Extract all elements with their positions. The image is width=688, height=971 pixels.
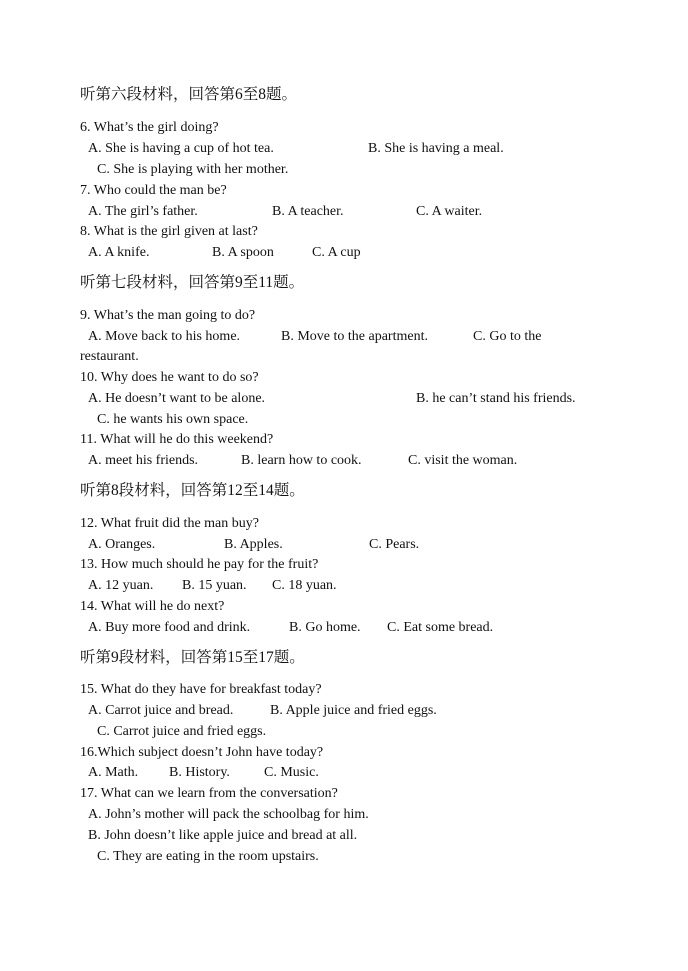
question-6: 6. What’s the girl doing? — [80, 120, 219, 135]
question-15: 15. What do they have for breakfast today? — [80, 682, 322, 697]
question-10: 10. Why does he want to do so? — [80, 370, 259, 385]
q12-option-c: C. Pears. — [369, 537, 420, 552]
q16-option-a: A. Math. — [88, 765, 139, 780]
q15-option-a: A. Carrot juice and bread. — [88, 703, 234, 718]
q11-option-c: C. visit the woman. — [408, 453, 518, 468]
q9-option-a: A. Move back to his home. — [88, 329, 241, 344]
q8-option-a: A. A knife. — [88, 245, 150, 260]
q7-option-b: B. A teacher. — [272, 204, 344, 219]
q10-option-b: B. he can’t stand his friends. — [416, 391, 576, 406]
q15-option-b: B. Apple juice and fried eggs. — [270, 703, 437, 718]
q17-option-b: B. John doesn’t like apple juice and bread at all. — [88, 828, 358, 843]
question-9: 9. What’s the man going to do? — [80, 308, 256, 323]
q17-option-a: A. John’s mother will pack the schoolbag for him. — [88, 807, 369, 822]
section-header: 听第8段材料，回答第12至14题。 — [80, 482, 305, 499]
q13-option-c: C. 18 yuan. — [272, 578, 337, 593]
q12-option-a: A. Oranges. — [88, 537, 156, 552]
q6-option-b: B. She is having a meal. — [368, 141, 504, 156]
q8-option-b: B. A spoon — [212, 245, 274, 260]
q9-option-b: B. Move to the apartment. — [281, 329, 428, 344]
section-header: 听第9段材料，回答第15至17题。 — [80, 649, 305, 666]
q7-option-a: A. The girl’s father. — [88, 204, 198, 219]
q14-option-b: B. Go home. — [289, 620, 361, 635]
section-header: 听第六段材料，回答第6至8题。 — [80, 86, 298, 103]
q12-option-b: B. Apples. — [224, 537, 283, 552]
q11-option-b: B. learn how to cook. — [241, 453, 362, 468]
q14-option-c: C. Eat some bread. — [387, 620, 494, 635]
q9-option-c: C. Go to the — [473, 329, 542, 344]
question-11: 11. What will he do this weekend? — [80, 432, 274, 447]
q7-option-c: C. A waiter. — [416, 204, 483, 219]
question-17: 17. What can we learn from the conversation? — [80, 786, 338, 801]
question-7: 7. Who could the man be? — [80, 183, 227, 198]
q16-option-c: C. Music. — [264, 765, 319, 780]
q6-option-c: C. She is playing with her mother. — [97, 162, 289, 177]
q10-option-c: C. he wants his own space. — [97, 412, 249, 427]
question-13: 13. How much should he pay for the fruit? — [80, 557, 319, 572]
q13-option-a: A. 12 yuan. — [88, 578, 154, 593]
q14-option-a: A. Buy more food and drink. — [88, 620, 251, 635]
q17-option-c: C. They are eating in the room upstairs. — [97, 849, 319, 864]
q6-option-a: A. She is having a cup of hot tea. — [88, 141, 274, 156]
question-16: 16.Which subject doesn’t John have today? — [80, 745, 324, 760]
q16-option-b: B. History. — [169, 765, 230, 780]
q8-option-c: C. A cup — [312, 245, 361, 260]
q13-option-b: B. 15 yuan. — [182, 578, 247, 593]
question-8: 8. What is the girl given at last? — [80, 224, 258, 239]
section-header: 听第七段材料，回答第9至11题。 — [80, 274, 305, 291]
question-12: 12. What fruit did the man buy? — [80, 516, 259, 531]
question-14: 14. What will he do next? — [80, 599, 225, 614]
q11-option-a: A. meet his friends. — [88, 453, 199, 468]
q10-option-a: A. He doesn’t want to be alone. — [88, 391, 266, 406]
q15-option-c: C. Carrot juice and fried eggs. — [97, 724, 267, 739]
q9-option-c-continued: restaurant. — [80, 349, 139, 364]
